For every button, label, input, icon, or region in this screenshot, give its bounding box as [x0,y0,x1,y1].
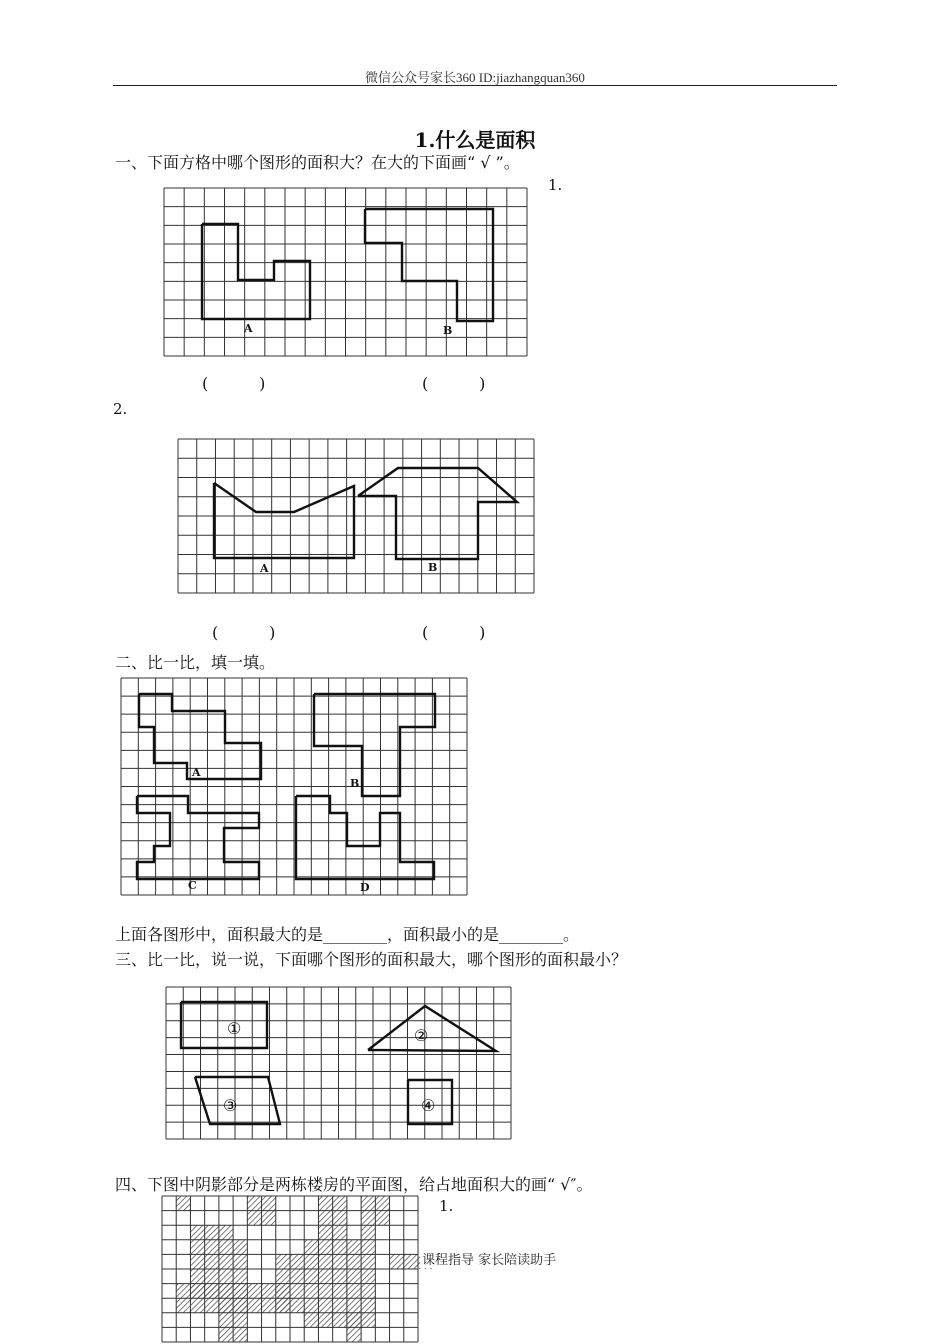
grid-figure-2 [176,436,538,596]
shape-b [314,694,435,796]
section4-item1-number: 1. [439,1197,454,1215]
label-a: A [244,322,253,335]
label-3: ③ [223,1096,238,1115]
page-header: 微信公众号家长360 ID:jiazhangquan360 [365,70,585,85]
shape-a [214,483,354,558]
shape-1 [181,1002,267,1048]
page-title: 1.什么是面积 [414,128,536,152]
label-b: B [428,561,438,574]
grid-lines [166,987,511,1139]
shape-a [202,224,310,319]
label-2: ② [414,1026,429,1045]
answer-paren-1a[interactable]: ( ) [202,374,266,393]
label-b: B [350,777,360,790]
grid-lines [178,439,534,593]
header-divider [113,85,837,86]
shape-3 [195,1077,280,1124]
label-1: ① [227,1019,242,1038]
section1-prompt: 一、下面方格中哪个图形的面积大？在大的下面画“ √ ”。 [115,153,520,172]
grid-lines [164,188,527,356]
label-c: C [188,879,197,892]
section1-item2-number: 2. [113,400,128,418]
grid-figure-5 [160,1194,422,1344]
section3-prompt: 三、比一比，说一说，下面哪个图形的面积最大，哪个图形的面积最小？ [115,950,628,969]
grid-figure-4 [165,984,515,1144]
answer-paren-2b[interactable]: ( ) [422,623,486,642]
section2-fill-sentence: 上面各图形中，面积最大的是________，面积最小的是________。 [115,925,580,944]
label-b: B [443,324,453,337]
grid-figure-3 [118,676,470,900]
grid-figure-1 [160,186,532,361]
shape-d [296,796,434,879]
answer-paren-1b[interactable]: ( ) [422,374,486,393]
label-a: A [260,562,269,575]
watermark-note: 课程指导 家长陪读助手 [420,1249,558,1268]
answer-paren-2a[interactable]: ( ) [212,623,276,642]
hatched-cell [176,1196,190,1211]
shape-b [358,468,517,559]
label-d: D [360,881,370,894]
label-a: A [192,766,201,779]
section1-item1-number: 1. [548,176,563,194]
label-4: ④ [421,1096,436,1115]
section2-prompt: 二、比一比，填一填。 [115,653,276,672]
hatched-cell [361,1225,375,1298]
section4-prompt: 四、下图中阴影部分是两栋楼房的平面图，给占地面积大的画“ √″。 [115,1175,593,1194]
